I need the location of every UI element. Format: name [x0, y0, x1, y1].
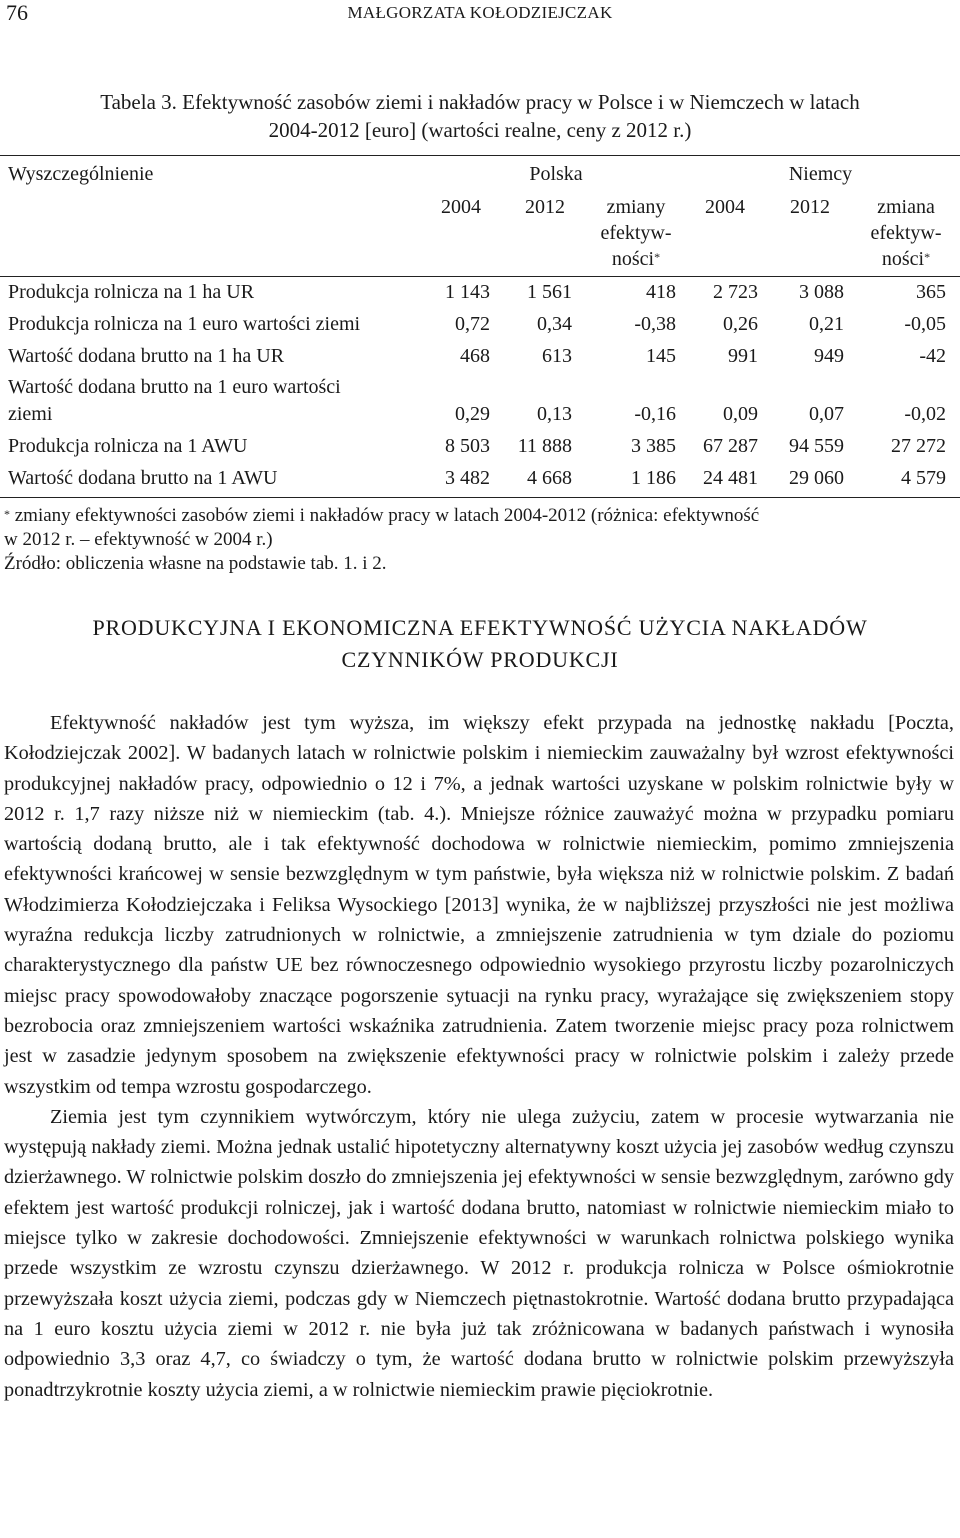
col-header-pl-2012: 2012 [525, 196, 565, 218]
group-header-poland: Polska [529, 163, 583, 185]
footnote-mark: * [4, 507, 10, 521]
table-cell: 0,72 [455, 313, 490, 335]
row-label: Produkcja rolnicza na 1 AWU [8, 435, 248, 457]
table-cell: 613 [542, 345, 572, 367]
page-number: 76 [6, 0, 28, 25]
table-footnote: * zmiany efektywności zasobów ziemi i nakładów pracy w latach 2004-2012 (różnica: efektywność w 2012 r. – efektywność w 2004 r.) Źródło: obliczenia własne na podstawie tab. 1. i 2. [4, 504, 956, 576]
table-cell: -0,02 [904, 403, 946, 425]
row-label: Wartość dodana brutto na 1 ha UR [8, 345, 285, 367]
table-cell: -0,05 [904, 313, 946, 335]
table-cell: 365 [916, 281, 946, 303]
table-caption-line-1: Tabela 3. Efektywność zasobów ziemi i nakładów pracy w Polsce i w Niemczech w latach [100, 90, 860, 114]
table-header-rule [0, 276, 960, 277]
table-cell: 0,07 [809, 403, 844, 425]
paragraph: Efektywność nakładów jest tym wyższa, im większy efekt przypada na jednostkę nakładu [Poczta, Kołodziejczak 2002]. W badanych latach w rolnictwie polskim i niemieckim zauważalny był wzrost efektywności produkcyjnej nakładów pracy, odpowiednio o 12 i 7%, a jednak wartości uzyskane w polskim rolnictwie były w 2012 r. 1,7 razy niższe niż w niemieckim (tab. 4.). Mniejsze różnice zauważyć można w przypadku pomiaru wartością dodaną brutto, ale i tak efektywność dochodowa w rolnictwie niemieckim, pomimo zmniejszenia efektywności krańcowej w sensie bezwzględnym w tym państwie, była większa niż w rolnictwie polskim. Z badań Włodzimierza Kołodziejczaka i Feliksa Wysockiego [2013] wynika, że w najbliższej przyszłości nie jest możliwa wyraźna redukcja liczby zatrudnionych w rolnictwie, a zmniejszenie zatrudnienia w tym dziale do poziomu charakterystycznego dla państw UE bez równoczesnego odpowiednio wysokiego przyrostu liczby pozarolniczych miejsc pracy spowodowałoby znaczące pogorszenie sytuacji na rynku pracy, wyrażające się zwiększeniem stopy bezrobocia oraz zmniejszeniem wartości wskaźnika zatrudnienia. Zatem tworzenie miejsc pracy poza rolnictwem jest w zasadzie jedynym sposobem na zwiększenie efektywności pracy w rolnictwie polskim i zależy przede wszystkim od tempa wzrostu gospodarczego. [4, 712, 954, 1098]
table-cell: 8 503 [445, 435, 490, 457]
col-header-de-2004: 2004 [705, 196, 745, 218]
col-header-pl-change: zmiany efektyw- ności* [600, 196, 672, 270]
table-cell: 949 [814, 345, 844, 367]
table-cell: 4 668 [527, 467, 572, 489]
table-cell: 991 [728, 345, 758, 367]
table-cell: 418 [646, 281, 676, 303]
table-cell: 27 272 [891, 435, 946, 457]
page-header [6, 0, 954, 30]
table-cell: 24 481 [703, 467, 758, 489]
table-cell: 1 143 [445, 281, 490, 303]
group-header-germany: Niemcy [788, 163, 853, 185]
col-header-de-change: zmiana efektyw- ności* [870, 196, 942, 270]
table-cell: 1 186 [631, 467, 676, 489]
table-cell: -0,38 [634, 313, 676, 335]
table-cell: 0,34 [537, 313, 572, 335]
col-header-pl-2004: 2004 [441, 196, 481, 218]
table-cell: 2 723 [713, 281, 758, 303]
table-cell: 3 088 [799, 281, 844, 303]
running-head: MAŁGORZATA KOŁODZIEJCZAK [347, 3, 613, 22]
table-cell: 1 561 [527, 281, 572, 303]
table-cell: 3 482 [445, 467, 490, 489]
row-label: Wartość dodana brutto na 1 euro wartości [8, 376, 341, 398]
paragraph: Ziemia jest tym czynnikiem wytwórczym, który nie ulega zużyciu, zatem w procesie wytwarzania nie występują nakłady ziemi. Można jednak ustalić hipotetyczny alternatywny koszt użycia jej zasobów według czynszu dzierżawnego. W rolnictwie polskim doszło do zmniejszenia jej efektywności w sensie bezwzględnym, zarówno gdy efektem jest wartość produkcji rolniczej, jak i wartość dodana brutto, natomiast w rolnictwie niemieckim miało to miejsce tylko w zakresie dochodowości. Zmniejszenie efektywności w warunkach rolnictwa polskiego wynika przede wszystkim ze wzrostu czynszu dzierżawnego. W 2012 r. produkcja rolnicza w Polsce ośmiokrotnie przewyższała koszt użycia ziemi, podczas gdy w Niemczech piętnastokrotnie. Wartość dodana brutto przypadająca na 1 euro kosztu użycia ziemi w 2012 r. nie była już tak zróżnicowana w badanych państwach i wynosiła odpowiednio 3,3 oraz 4,7, co świadczy o tym, że wartość dodana brutto w rolnictwie polskim przewyższyła ponadtrzykrotnie koszty użycia ziemi, a w rolnictwie niemieckim prawie pięciokrotnie. [4, 1105, 954, 1401]
row-header-label: Wyszczególnienie [8, 163, 154, 185]
section-heading: PRODUKCYJNA I EKONOMICZNA EFEKTYWNOŚĆ UŻYCIA NAKŁADÓW CZYNNIKÓW PRODUKCJI [92, 615, 868, 672]
table-cell: 0,29 [455, 403, 490, 425]
table-cell: 11 888 [517, 435, 572, 457]
table-caption [0, 88, 960, 144]
table-cell: 3 385 [631, 435, 676, 457]
table-caption-line-2: 2004-2012 [euro] (wartości realne, ceny z 2012 r.) [268, 118, 692, 142]
table-top-rule [0, 155, 960, 156]
table-source: Źródło: obliczenia własne na podstawie tab. 1. i 2. [4, 553, 387, 574]
row-label: Wartość dodana brutto na 1 AWU [8, 467, 278, 489]
row-label: Produkcja rolnicza na 1 ha UR [8, 281, 255, 303]
row-label: Produkcja rolnicza na 1 euro wartości ziemi [8, 313, 361, 335]
table-cell: 0,09 [723, 403, 758, 425]
row-label-continued: ziemi [8, 403, 53, 425]
table-cell: 468 [460, 345, 490, 367]
table-cell: 67 287 [703, 435, 758, 457]
table-cell: 94 559 [789, 435, 844, 457]
table-cell: 29 060 [789, 467, 844, 489]
table-cell: 0,13 [537, 403, 572, 425]
table-cell: 4 579 [901, 467, 946, 489]
table-cell: -0,16 [634, 403, 676, 425]
table-bottom-rule [0, 497, 960, 498]
table-cell: 145 [646, 345, 676, 367]
table-cell: 0,26 [723, 313, 758, 335]
col-header-de-2012: 2012 [790, 196, 830, 218]
table-cell: -42 [919, 345, 946, 367]
table-cell: 0,21 [809, 313, 844, 335]
body-text [4, 708, 954, 1405]
